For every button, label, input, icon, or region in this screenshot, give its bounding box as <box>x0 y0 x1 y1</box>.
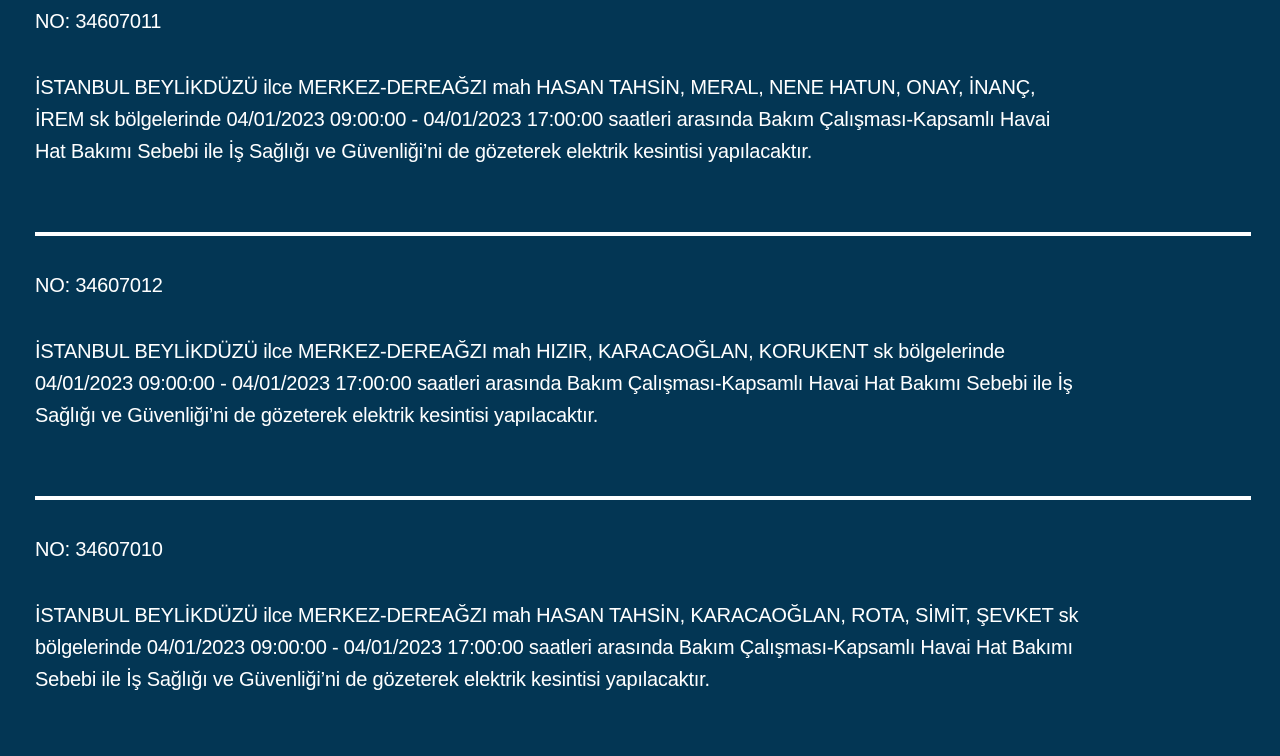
notice-line: İSTANBUL BEYLİKDÜZÜ ilce MERKEZ-DEREAĞZI mah HASAN TAHSİN, MERAL, NENE HATUN, ONAY, İNANÇ, <box>35 77 1036 99</box>
notice-line: 04/01/2023 09:00:00 - 04/01/2023 17:00:00 saatleri arasında Bakım Çalışması-Kapsamlı Havai Hat Bakımı Sebebi ile İş <box>35 373 1073 395</box>
notice-line: İSTANBUL BEYLİKDÜZÜ ilce MERKEZ-DEREAĞZI mah HIZIR, KARACAOĞLAN, KORUKENT sk bölgelerinde <box>35 341 1005 363</box>
divider <box>35 496 1251 500</box>
divider <box>35 232 1251 236</box>
notice-line: Sebebi ile İş Sağlığı ve Güvenliği’ni de gözeterek elektrik kesintisi yapılacaktır. <box>35 669 710 691</box>
notice-description <box>35 600 1251 696</box>
notice-line: Hat Bakımı Sebebi ile İş Sağlığı ve Güvenliği’ni de gözeterek elektrik kesintisi yapılacaktır. <box>35 141 813 163</box>
notice-line: İREM sk bölgelerinde 04/01/2023 09:00:00 - 04/01/2023 17:00:00 saatleri arasında Bakım Çalışması-Kapsamlı Havai <box>35 109 1051 131</box>
notice-number: NO: 34607011 <box>35 11 162 33</box>
notice-description <box>35 72 1251 168</box>
notice-line: bölgelerinde 04/01/2023 09:00:00 - 04/01/2023 17:00:00 saatleri arasında Bakım Çalışması-Kapsamlı Havai Hat Bakımı <box>35 637 1073 659</box>
notice-line: Sağlığı ve Güvenliği’ni de gözeterek elektrik kesintisi yapılacaktır. <box>35 405 599 427</box>
notice-line: İSTANBUL BEYLİKDÜZÜ ilce MERKEZ-DEREAĞZI mah HASAN TAHSİN, KARACAOĞLAN, ROTA, SİMİT, ŞEVKET sk <box>35 605 1079 627</box>
notice-number: NO: 34607010 <box>35 539 163 561</box>
notice-description <box>35 336 1251 432</box>
notice-number: NO: 34607012 <box>35 275 163 297</box>
